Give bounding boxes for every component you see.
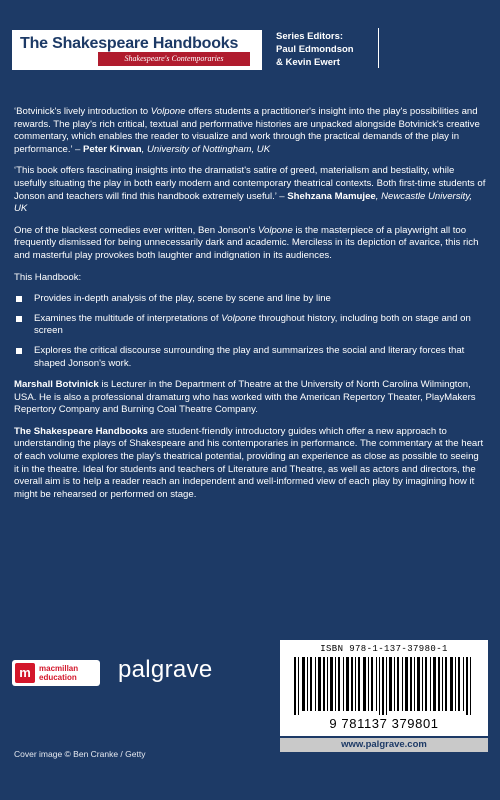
- quote-affiliation: , Newcastle University, UK: [14, 190, 473, 215]
- review-quote: ‘This book offers fascinating insights into the dramatist's satire of greed, materialism and bestiality, while usefully situating the play in both early modern and contemporary theatrical contexts. Both first-time students of Jonson and teachers will find this handbook extremely useful.’ – Shehzana Mamujee, Newcastle University, UK: [14, 165, 486, 215]
- review-quote: ‘Botvinick's lively introduction to Volpone offers students a practitioner's insight into the play's possibilities and rewards. The play's rich critical, textual and performative histories are unpacked alongside Botvinick's creative commentary, which enables the reader to visualize and work through the practical demands of the play in performance.’ – Peter Kirwan, University of Nottingham, UK: [14, 106, 480, 155]
- feature-list: [14, 293, 486, 370]
- isbn-text: ISBN 978-1-137-37980-1: [320, 644, 448, 654]
- list-item: Explores the critical discourse surrounding the play and summarizes the social and literary forces that shaped Jonson's work.: [14, 345, 486, 370]
- bullet-square-icon: [16, 296, 22, 302]
- macmillan-m-icon: m: [15, 663, 35, 683]
- series-title-box: [12, 30, 262, 70]
- barcode-icon: [294, 657, 474, 715]
- bullet-square-icon: [16, 348, 22, 354]
- series-blurb: The Shakespeare Handbooks are student-friendly introductory guides which offer a new approach to understanding the plays of Shakespeare and his contemporaries in performance. The commentary at the heart of each volume explores the play's theatrical potential, providing an experience as close as possible to seeing it in the theatre. Ideal for students and teachers of Literature and Theatre, as well as actors and directors, the overall aim is to help a reader reach an independent and well-informed view of each play by imagining how it might be rehearsed or performed on stage.: [14, 425, 484, 500]
- series-subtitle: Shakespeare's Contemporaries: [98, 52, 250, 66]
- list-item: Provides in-depth analysis of the play, scene by scene and line by line: [14, 293, 486, 306]
- handbook-intro: This Handbook:: [14, 271, 82, 283]
- series-name: The Shakespeare Handbooks: [14, 425, 148, 437]
- barcode-number: 9 781137 379801: [329, 716, 439, 731]
- vertical-divider: [378, 28, 379, 68]
- list-item: Examines the multitude of interpretations of Volpone throughout history, including both on stage and on screen: [14, 313, 486, 338]
- series-editors: [276, 30, 354, 69]
- back-cover-text: [14, 106, 486, 510]
- editors-label: Series Editors:: [276, 31, 344, 42]
- bullet-square-icon: [16, 316, 22, 322]
- website-link[interactable]: www.palgrave.com: [280, 738, 488, 752]
- author-name: Marshall Botvinick: [14, 379, 99, 391]
- series-title: The Shakespeare Handbooks: [20, 35, 239, 52]
- isbn-barcode: [280, 640, 488, 736]
- author-bio: Marshall Botvinick is Lecturer in the Department of Theatre at the University of North Carolina Wilmington, USA. He is also a professional dramaturg who has worked with the American Repertory Theater, PlayMakers Repertory Company and Burning Coal Theatre Company.: [14, 379, 476, 416]
- quote-affiliation: , University of Nottingham, UK: [141, 143, 271, 155]
- cover-credit: Cover image © Ben Cranke / Getty: [14, 749, 146, 759]
- macmillan-education-logo: m macmillan education: [12, 660, 100, 686]
- editor-name: & Kevin Ewert: [276, 57, 340, 68]
- editor-name: Paul Edmondson: [276, 44, 354, 55]
- quote-author: Shehzana Mamujee: [287, 190, 376, 202]
- book-description: One of the blackest comedies ever written, Ben Jonson's Volpone is the masterpiece of a playwright all too frequently dismissed for being unnecessarily dark and academic. Merciless in its depiction of avarice, this rich and masterful play provokes both laughter and indignation in its audiences.: [14, 224, 479, 261]
- quote-author: Peter Kirwan: [82, 143, 142, 155]
- palgrave-logo: palgrave: [118, 656, 213, 683]
